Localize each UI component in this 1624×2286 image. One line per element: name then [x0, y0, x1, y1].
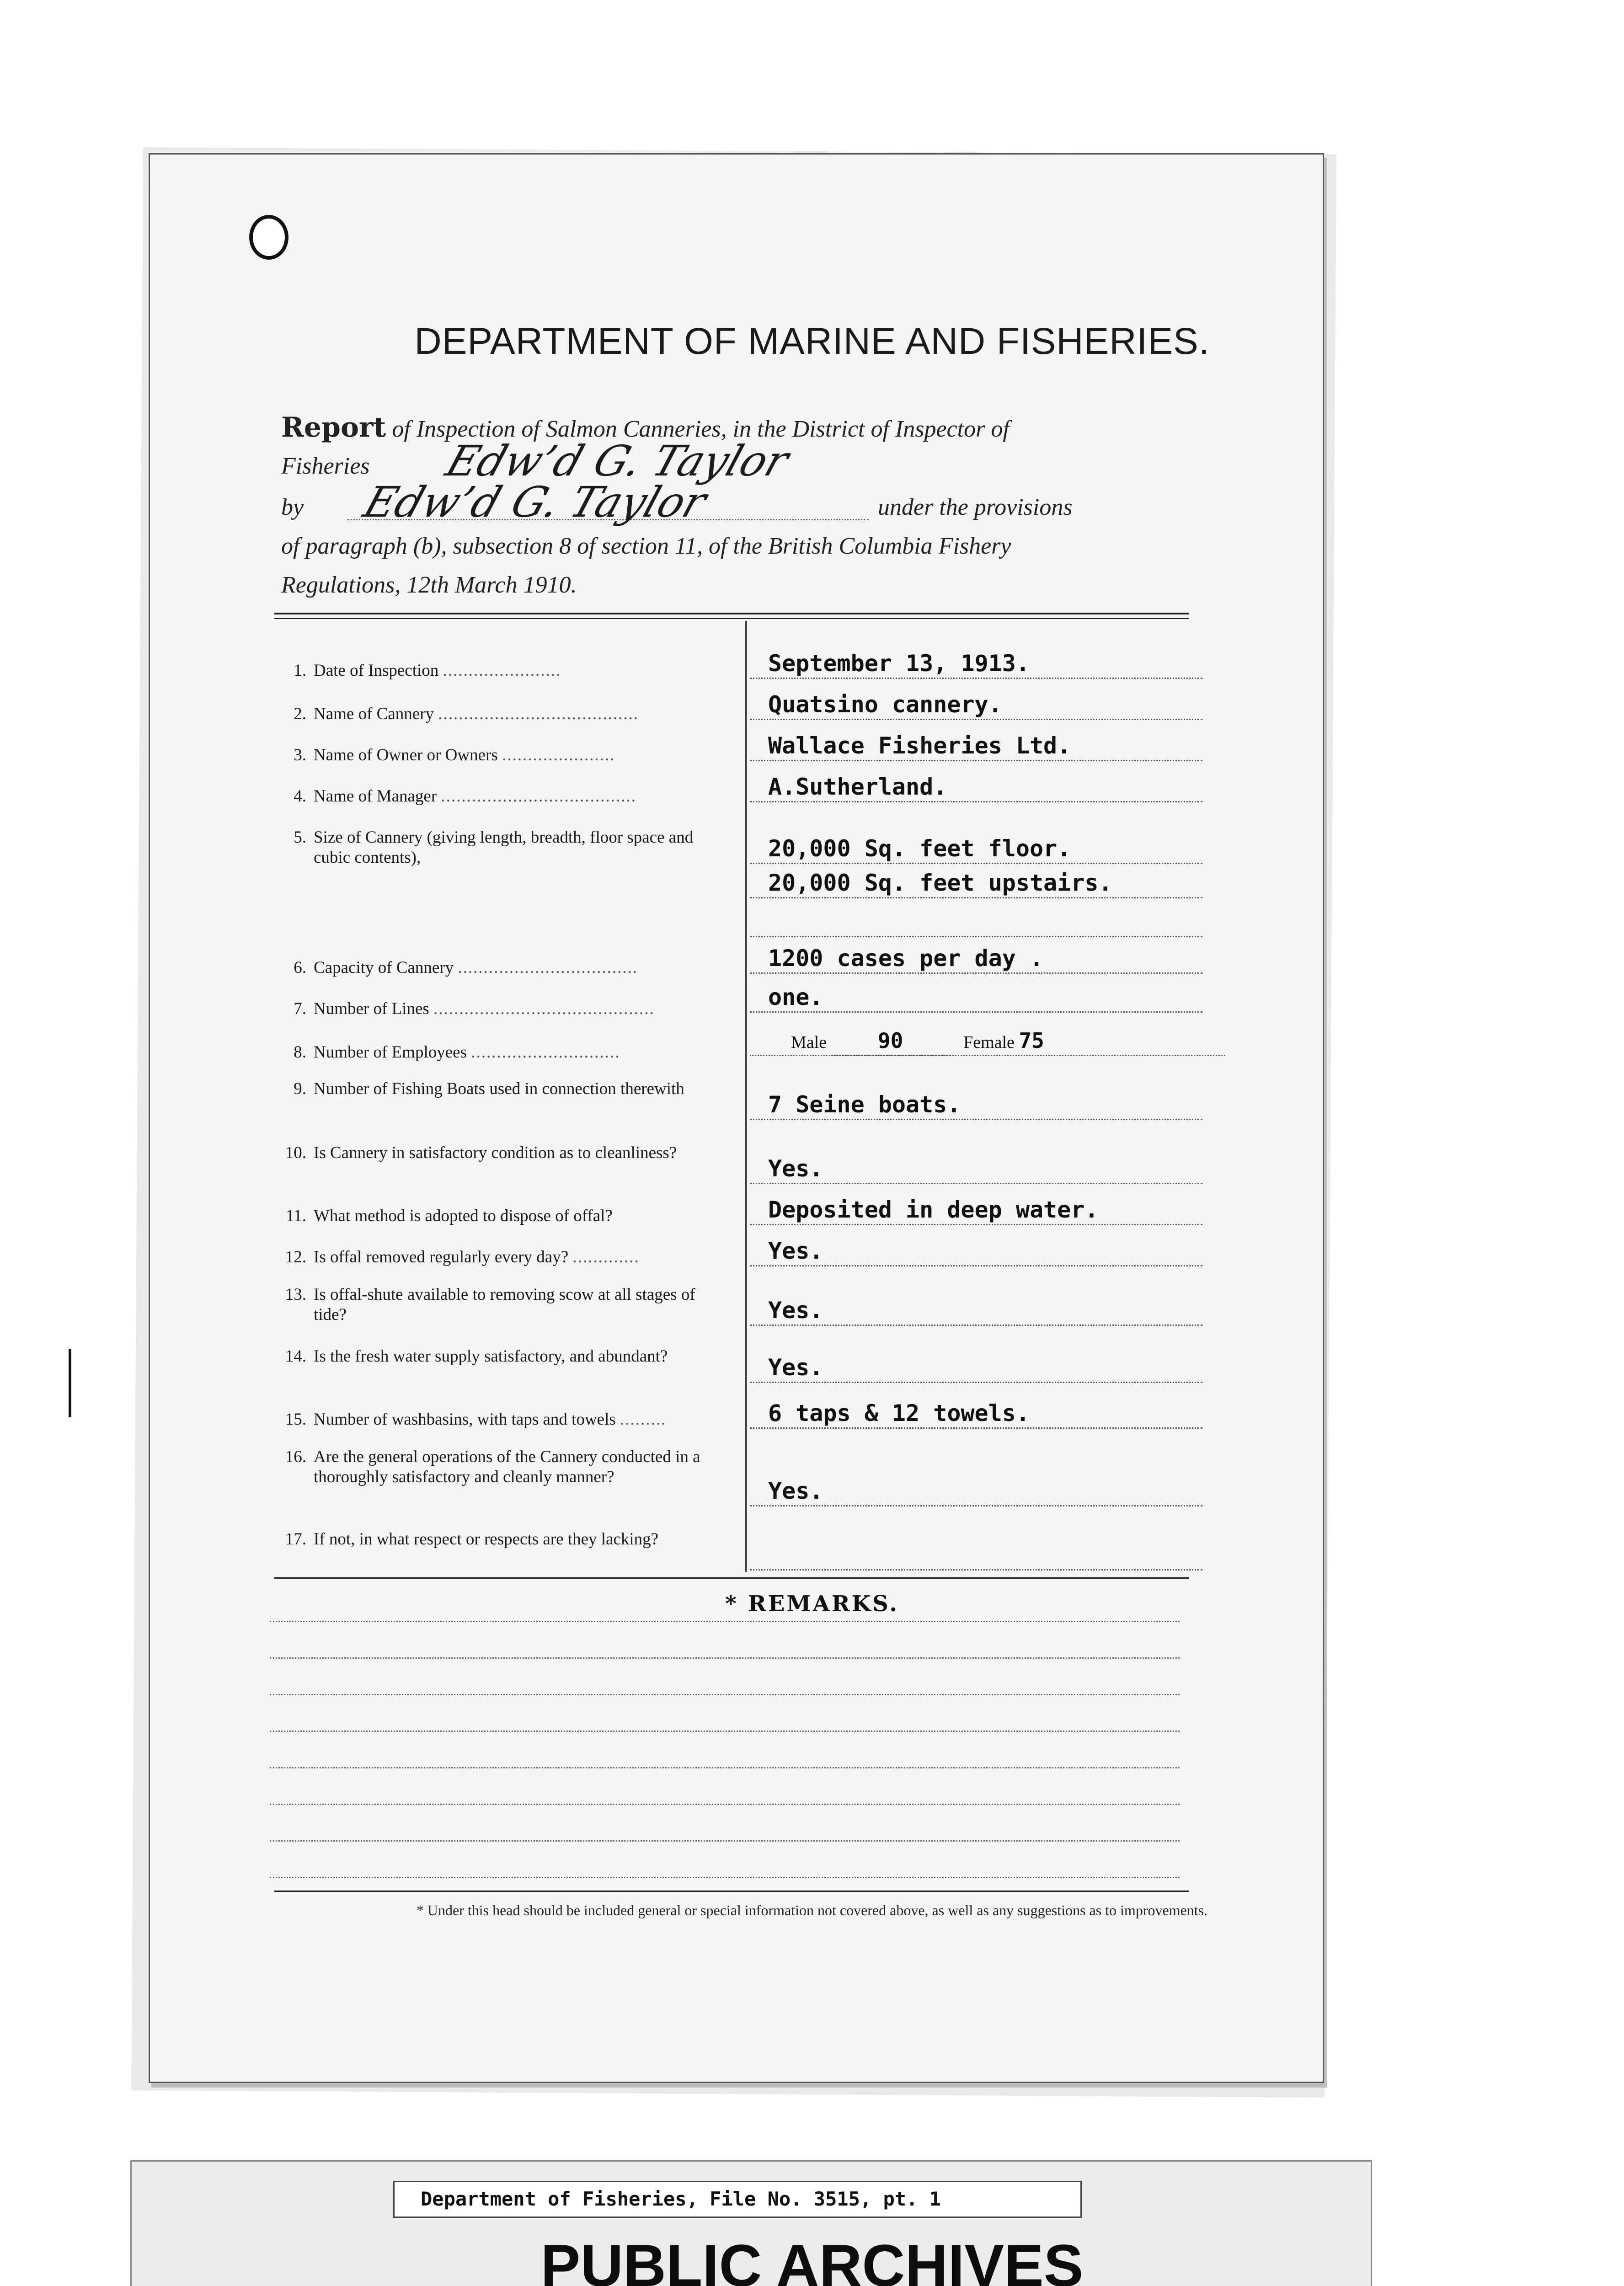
question-15: 15. Number of washbasins, with taps and towels ......... — [274, 1410, 732, 1430]
question-16 — [274, 1447, 732, 1487]
question-text: Date of Inspection — [314, 661, 439, 680]
question-2: 2. Name of Cannery ....................................... — [274, 704, 732, 724]
intro-text-1: of Inspection of Salmon Canneries, in the District of Inspector of — [392, 416, 1010, 442]
answer-3: Wallace Fisheries Ltd. — [750, 732, 1202, 761]
remarks-line — [270, 1731, 1180, 1732]
question-text: Is offal removed regularly every day? — [314, 1248, 569, 1266]
question-10 — [274, 1143, 732, 1163]
column-divider — [745, 621, 747, 1572]
question-5 — [274, 828, 732, 868]
file-number-label: Department of Fisheries, File No. 3515, pt. 1 — [421, 2188, 941, 2210]
question-7: 7. Number of Lines ........................................... — [274, 999, 732, 1019]
question-number: 17. — [285, 1530, 306, 1549]
remarks-line — [270, 1694, 1180, 1695]
answer-16: Yes. — [750, 1477, 1202, 1506]
remarks-bottom-rule — [274, 1891, 1189, 1892]
intro-line-3: of paragraph (b), subsection 8 of section 11, of the British Columbia Fishery — [281, 533, 1011, 559]
question-text: Name of Cannery — [314, 705, 434, 723]
remarks-line — [270, 1840, 1180, 1842]
answer-8 — [750, 1026, 1225, 1056]
question-6: 6. Capacity of Cannery ................................... — [274, 958, 732, 978]
remarks-line — [270, 1767, 1180, 1768]
question-text: Is Cannery in satisfactory condition as to cleanliness? — [314, 1143, 677, 1162]
question-text: Number of Employees — [314, 1043, 467, 1062]
question-14 — [274, 1346, 732, 1367]
table-bottom-rule — [274, 1577, 1189, 1579]
archive-line-1: PUBLIC ARCHIVES — [540, 2232, 1084, 2286]
question-text: If not, in what respect or respects are they lacking? — [314, 1530, 659, 1549]
question-number: 1. — [294, 661, 306, 680]
question-12: 12. Is offal removed regularly every day? ............. — [274, 1247, 732, 1267]
male-label: Male — [791, 1033, 827, 1052]
answer-12: Yes. — [750, 1237, 1202, 1266]
answer-15: 6 taps & 12 towels. — [750, 1399, 1202, 1429]
question-text: Number of Lines — [314, 999, 429, 1018]
question-text: Is the fresh water supply satisfactory, and abundant? — [314, 1347, 668, 1366]
answer-5b: 20,000 Sq. feet upstairs. — [750, 869, 1202, 898]
answer-2: Quatsino cannery. — [750, 690, 1202, 720]
question-13 — [274, 1285, 732, 1325]
fisheries-label: Fisheries — [281, 453, 370, 479]
question-number: 4. — [294, 787, 306, 806]
question-number: 10. — [285, 1143, 306, 1162]
scan-mark — [69, 1349, 71, 1417]
answer-4: A.Sutherland. — [750, 773, 1202, 802]
question-text: Name of Owner or Owners — [314, 746, 498, 764]
female-label: Female — [963, 1033, 1015, 1052]
remarks-title: * REMARKS. — [725, 1591, 899, 1617]
answer-1: September 13, 1913. — [750, 649, 1202, 679]
question-number: 2. — [294, 705, 306, 723]
answer-9: 7 Seine boats. — [750, 1090, 1202, 1120]
question-number: 7. — [294, 999, 306, 1018]
intro-by-suffix — [878, 494, 1198, 521]
answer-5a: 20,000 Sq. feet floor. — [750, 834, 1202, 864]
answer-5-blank — [750, 908, 1202, 937]
question-4: 4. Name of Manager ...................................... — [274, 786, 732, 807]
question-text: Number of washbasins, with taps and towels — [314, 1410, 616, 1429]
question-1: 1. Date of Inspection ....................... — [274, 661, 732, 681]
remarks-line — [270, 1657, 1180, 1659]
question-number: 13. — [285, 1285, 306, 1304]
male-count: 90 — [831, 1026, 950, 1056]
header-rule-2 — [274, 618, 1189, 619]
question-3: 3. Name of Owner or Owners ...................... — [274, 745, 732, 765]
fisheries-signature: Edw’d G. Taylor — [440, 437, 795, 486]
answer-13: Yes. — [750, 1296, 1202, 1326]
question-number: 11. — [286, 1207, 306, 1225]
question-text: Is offal-shute available to removing scow at all stages of tide? — [314, 1285, 695, 1324]
question-text: Size of Cannery (giving length, breadth, floor space and cubic contents), — [314, 828, 694, 867]
intro-line-4: Regulations, 12th March 1910. — [281, 572, 577, 598]
question-number: 3. — [294, 746, 306, 764]
question-number: 12. — [285, 1248, 306, 1266]
question-text: Name of Manager — [314, 787, 437, 806]
question-17 — [274, 1529, 732, 1549]
answer-17 — [750, 1541, 1202, 1570]
question-text: Capacity of Cannery — [314, 958, 454, 977]
answer-14: Yes. — [750, 1353, 1202, 1383]
header-rule-1 — [274, 613, 1189, 614]
remarks-line — [270, 1877, 1180, 1878]
question-number: 15. — [285, 1410, 306, 1429]
by-signature: Edw’d G. Taylor — [358, 478, 713, 527]
by-suffix-text: under the provisions — [878, 494, 1073, 520]
question-8: 8. Number of Employees ............................. — [274, 1042, 732, 1063]
question-number: 8. — [294, 1043, 306, 1062]
question-9 — [274, 1079, 732, 1099]
answer-10: Yes. — [750, 1154, 1202, 1184]
question-number: 6. — [294, 958, 306, 977]
footnote: * Under this head should be included general or special information not covered above, as well as any suggestions as to improvements. — [416, 1902, 1208, 1918]
answer-6: 1200 cases per day . — [750, 944, 1202, 974]
punch-hole — [249, 215, 288, 260]
question-11 — [274, 1206, 732, 1226]
form-title: DEPARTMENT OF MARINE AND FISHERIES. — [414, 320, 1210, 362]
question-number: 9. — [294, 1079, 306, 1098]
answer-11: Deposited in deep water. — [750, 1196, 1202, 1225]
question-number: 14. — [285, 1347, 306, 1366]
answer-7: one. — [750, 983, 1202, 1013]
question-number: 5. — [294, 828, 306, 847]
question-number: 16. — [285, 1447, 306, 1466]
question-text: Number of Fishing Boats used in connection therewith — [314, 1079, 684, 1098]
female-count: 75 — [1019, 1028, 1044, 1053]
remarks-line — [270, 1804, 1180, 1805]
remarks-line — [270, 1621, 1180, 1622]
by-label: by — [281, 494, 304, 520]
question-text: What method is adopted to dispose of offal? — [314, 1207, 613, 1225]
report-word: Report — [281, 411, 386, 443]
question-text: Are the general operations of the Cannery conducted in a thoroughly satisfactory and cleanly manner? — [314, 1447, 700, 1486]
